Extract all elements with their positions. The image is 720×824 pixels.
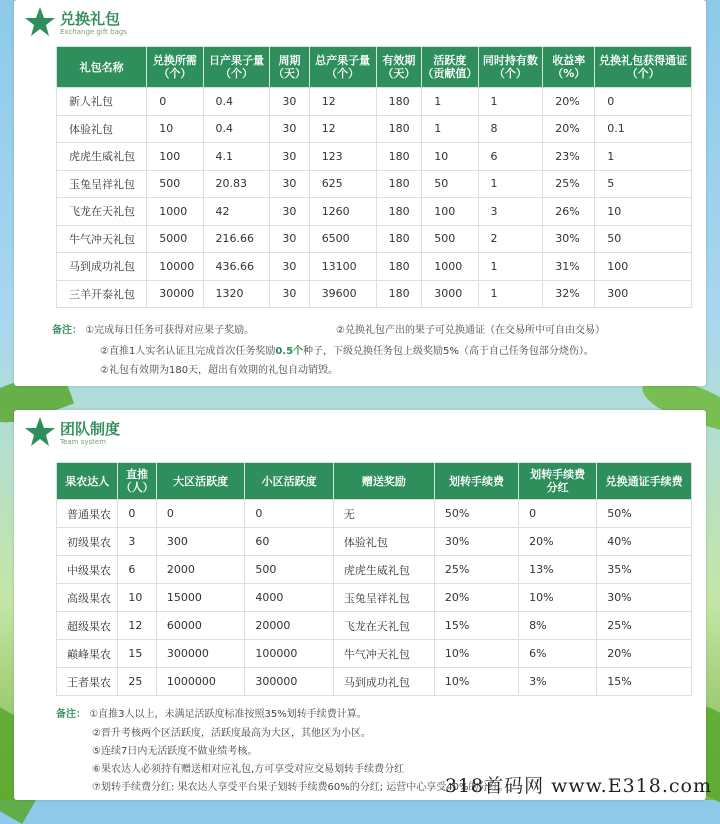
table-cell: 100 bbox=[422, 198, 478, 226]
table-row bbox=[57, 88, 692, 116]
table-cell: 12 bbox=[309, 115, 376, 143]
table-cell: 25 bbox=[118, 668, 157, 696]
column-header: 周期 （天） bbox=[270, 47, 309, 88]
table-row bbox=[57, 528, 692, 556]
column-header: 兑换通证手续费 bbox=[597, 463, 692, 500]
section-subtitle: Exchange gift bags bbox=[60, 28, 127, 36]
table-cell: 500 bbox=[245, 556, 333, 584]
table-cell: 10000 bbox=[147, 253, 203, 281]
table-cell: 6 bbox=[478, 143, 543, 171]
table-cell: 31% bbox=[543, 253, 595, 281]
star-icon bbox=[24, 6, 56, 38]
table-row bbox=[57, 640, 692, 668]
table-cell: 2 bbox=[478, 225, 543, 253]
column-header: 果农达人 bbox=[57, 463, 118, 500]
table-cell: 30 bbox=[270, 280, 309, 308]
column-header: 日产果子量 （个） bbox=[203, 47, 270, 88]
column-header: 同时持有数 （个） bbox=[478, 47, 543, 88]
table-cell: 100 bbox=[595, 253, 692, 281]
table-cell: 马到成功礼包 bbox=[333, 668, 434, 696]
table-cell: 5 bbox=[595, 170, 692, 198]
note-highlight: 0.5个 bbox=[275, 346, 304, 357]
table-cell: 35% bbox=[597, 556, 692, 584]
table-cell: 0 bbox=[595, 88, 692, 116]
table-cell: 15000 bbox=[156, 584, 244, 612]
table-cell: 20% bbox=[543, 115, 595, 143]
table-cell: 25% bbox=[543, 170, 595, 198]
table-cell: 6500 bbox=[309, 225, 376, 253]
table-cell: 30 bbox=[270, 225, 309, 253]
table-cell: 1320 bbox=[203, 280, 270, 308]
note-line: 种子，下级兑换任务包上级奖励5%（高于自己任务包部分烧伤）。 bbox=[303, 346, 594, 357]
table-cell: 0 bbox=[147, 88, 203, 116]
table-cell: 巅峰果农 bbox=[57, 640, 118, 668]
exchange-gift-panel bbox=[14, 0, 706, 386]
table-cell: 100000 bbox=[245, 640, 333, 668]
table-cell: 初级果农 bbox=[57, 528, 118, 556]
table-cell: 216.66 bbox=[203, 225, 270, 253]
column-header: 兑换礼包获得通证 （个） bbox=[595, 47, 692, 88]
table-cell: 180 bbox=[376, 253, 422, 281]
table-row bbox=[57, 170, 692, 198]
table-cell: 1000 bbox=[147, 198, 203, 226]
table-cell: 1 bbox=[595, 143, 692, 171]
table-cell: 1000000 bbox=[156, 668, 244, 696]
note-line: ⑦划转手续费分红: 果农达人享受平台果子划转手续费60%的分红; 运营中心享受40%的分红。 bbox=[92, 782, 509, 793]
table-cell: 新人礼包 bbox=[57, 88, 147, 116]
table-cell: 10% bbox=[434, 640, 518, 668]
table-cell: 25% bbox=[434, 556, 518, 584]
table-cell: 30000 bbox=[147, 280, 203, 308]
table-cell: 20% bbox=[434, 584, 518, 612]
table-cell: 60000 bbox=[156, 612, 244, 640]
table-cell: 30% bbox=[434, 528, 518, 556]
table-cell: 20.83 bbox=[203, 170, 270, 198]
table-cell: 2000 bbox=[156, 556, 244, 584]
section-title: 兑换礼包 bbox=[60, 10, 121, 28]
table-cell: 30% bbox=[543, 225, 595, 253]
table-cell: 180 bbox=[376, 115, 422, 143]
column-header: 划转手续费 bbox=[434, 463, 518, 500]
table-cell: 30 bbox=[270, 115, 309, 143]
table-row bbox=[57, 668, 692, 696]
table-cell: 6 bbox=[118, 556, 157, 584]
table-cell: 0 bbox=[156, 500, 244, 528]
table-cell: 15% bbox=[597, 668, 692, 696]
table-row bbox=[57, 225, 692, 253]
gift-table bbox=[56, 46, 692, 308]
table-cell: 25% bbox=[597, 612, 692, 640]
table-row bbox=[57, 584, 692, 612]
table-cell: 1 bbox=[422, 115, 478, 143]
table-cell: 20000 bbox=[245, 612, 333, 640]
table-cell: 高级果农 bbox=[57, 584, 118, 612]
table-row bbox=[57, 556, 692, 584]
table-cell: 20% bbox=[597, 640, 692, 668]
table-cell: 625 bbox=[309, 170, 376, 198]
table-cell: 13100 bbox=[309, 253, 376, 281]
table-cell: 300 bbox=[156, 528, 244, 556]
table-cell: 123 bbox=[309, 143, 376, 171]
table-cell: 180 bbox=[376, 88, 422, 116]
table-cell: 3 bbox=[478, 198, 543, 226]
table-cell: 0 bbox=[118, 500, 157, 528]
notes-label: 备注： bbox=[52, 325, 82, 336]
table-cell: 4.1 bbox=[203, 143, 270, 171]
table-cell: 3 bbox=[118, 528, 157, 556]
table-row bbox=[57, 612, 692, 640]
table-cell: 玉兔呈祥礼包 bbox=[57, 170, 147, 198]
table-cell: 1260 bbox=[309, 198, 376, 226]
note-line: ⑥果农达人必须持有赠送相对应礼包,方可享受对应交易划转手续费分红 bbox=[92, 764, 405, 775]
table-cell: 436.66 bbox=[203, 253, 270, 281]
table-row bbox=[57, 500, 692, 528]
table-cell: 50 bbox=[595, 225, 692, 253]
column-header: 兑换所需 （个） bbox=[147, 47, 203, 88]
note-line: ②礼包有效期为180天，超出有效期的礼包自动销毁。 bbox=[100, 365, 339, 376]
column-header: 总产果子量 （个） bbox=[309, 47, 376, 88]
table-cell: 10 bbox=[118, 584, 157, 612]
table-row bbox=[57, 115, 692, 143]
table-cell: 30 bbox=[270, 143, 309, 171]
table-row bbox=[57, 280, 692, 308]
table-cell: 50 bbox=[422, 170, 478, 198]
table-cell: 300000 bbox=[156, 640, 244, 668]
note-line: ②兑换礼包产出的果子可兑换通证（在交易所中可自由交易） bbox=[336, 325, 605, 336]
table-cell: 0 bbox=[519, 500, 597, 528]
table-cell: 13% bbox=[519, 556, 597, 584]
table-cell: 180 bbox=[376, 225, 422, 253]
table-cell: 8 bbox=[478, 115, 543, 143]
table-cell: 60 bbox=[245, 528, 333, 556]
note-line: ②晋升考核两个区活跃度，活跃度最高为大区，其他区为小区。 bbox=[92, 728, 371, 739]
table-cell: 飞龙在天礼包 bbox=[57, 198, 147, 226]
column-header: 直推 （人） bbox=[118, 463, 157, 500]
table-cell: 虎虎生威礼包 bbox=[57, 143, 147, 171]
table-cell: 牛气冲天礼包 bbox=[333, 640, 434, 668]
table-cell: 23% bbox=[543, 143, 595, 171]
table-cell: 1 bbox=[478, 88, 543, 116]
table-cell: 15% bbox=[434, 612, 518, 640]
table-cell: 飞龙在天礼包 bbox=[333, 612, 434, 640]
table-cell: 马到成功礼包 bbox=[57, 253, 147, 281]
table-cell: 体验礼包 bbox=[333, 528, 434, 556]
table-cell: 虎虎生威礼包 bbox=[333, 556, 434, 584]
table-cell: 无 bbox=[333, 500, 434, 528]
table-cell: 500 bbox=[147, 170, 203, 198]
table-cell: 100 bbox=[147, 143, 203, 171]
table-cell: 26% bbox=[543, 198, 595, 226]
table-cell: 180 bbox=[376, 170, 422, 198]
notes bbox=[52, 318, 702, 382]
table-cell: 10% bbox=[519, 584, 597, 612]
table-cell: 3000 bbox=[422, 280, 478, 308]
table-cell: 10 bbox=[595, 198, 692, 226]
table-cell: 10 bbox=[147, 115, 203, 143]
table-cell: 玉兔呈祥礼包 bbox=[333, 584, 434, 612]
team-system-panel bbox=[14, 410, 706, 800]
table-cell: 牛气冲天礼包 bbox=[57, 225, 147, 253]
table-cell: 12 bbox=[309, 88, 376, 116]
table-cell: 1 bbox=[478, 170, 543, 198]
table-cell: 1 bbox=[478, 253, 543, 281]
table-cell: 0.1 bbox=[595, 115, 692, 143]
table-cell: 12 bbox=[118, 612, 157, 640]
table-cell: 180 bbox=[376, 143, 422, 171]
table-cell: 300000 bbox=[245, 668, 333, 696]
table-cell: 30 bbox=[270, 253, 309, 281]
column-header: 有效期 （天） bbox=[376, 47, 422, 88]
table-cell: 50% bbox=[434, 500, 518, 528]
table-cell: 39600 bbox=[309, 280, 376, 308]
table-row bbox=[57, 198, 692, 226]
table-cell: 300 bbox=[595, 280, 692, 308]
table-cell: 20% bbox=[519, 528, 597, 556]
column-header: 活跃度 （贡献值） bbox=[422, 47, 478, 88]
table-row bbox=[57, 143, 692, 171]
section-header bbox=[24, 416, 324, 452]
note-line: ②直推1人实名认证且完成首次任务奖励 bbox=[100, 346, 276, 357]
table-cell: 180 bbox=[376, 280, 422, 308]
table-cell: 30 bbox=[270, 170, 309, 198]
note-line: ①完成每日任务可获得对应果子奖励。 bbox=[85, 325, 255, 336]
table-cell: 普通果农 bbox=[57, 500, 118, 528]
star-icon bbox=[24, 416, 56, 448]
column-header: 划转手续费 分红 bbox=[519, 463, 597, 500]
table-cell: 1 bbox=[422, 88, 478, 116]
table-cell: 30% bbox=[597, 584, 692, 612]
table-cell: 中级果农 bbox=[57, 556, 118, 584]
column-header: 礼包名称 bbox=[57, 47, 147, 88]
section-subtitle: Team system bbox=[60, 438, 107, 446]
table-cell: 4000 bbox=[245, 584, 333, 612]
table-cell: 10 bbox=[422, 143, 478, 171]
table-cell: 15 bbox=[118, 640, 157, 668]
section-header bbox=[24, 6, 324, 42]
table-cell: 0 bbox=[245, 500, 333, 528]
table-cell: 180 bbox=[376, 198, 422, 226]
table-cell: 体验礼包 bbox=[57, 115, 147, 143]
table-cell: 6% bbox=[519, 640, 597, 668]
table-cell: 30 bbox=[270, 198, 309, 226]
column-header: 大区活跃度 bbox=[156, 463, 244, 500]
table-cell: 5000 bbox=[147, 225, 203, 253]
table-cell: 42 bbox=[203, 198, 270, 226]
note-line: ⑤连续7日内无活跃度不做业绩考核。 bbox=[92, 746, 258, 757]
table-row bbox=[57, 253, 692, 281]
table-cell: 三羊开泰礼包 bbox=[57, 280, 147, 308]
table-cell: 40% bbox=[597, 528, 692, 556]
note-line: ①直推3人以上，未满足活跃度标准按照35%划转手续费计算。 bbox=[89, 709, 367, 720]
team-table bbox=[56, 462, 692, 696]
notes-label: 备注： bbox=[56, 709, 86, 720]
section-title: 团队制度 bbox=[60, 420, 121, 438]
table-cell: 1000 bbox=[422, 253, 478, 281]
table-cell: 50% bbox=[597, 500, 692, 528]
table-cell: 王者果农 bbox=[57, 668, 118, 696]
table-cell: 3% bbox=[519, 668, 597, 696]
table-cell: 30 bbox=[270, 88, 309, 116]
column-header: 赠送奖励 bbox=[333, 463, 434, 500]
watermark: 318首码网 www.E318.com bbox=[444, 775, 712, 797]
table-cell: 20% bbox=[543, 88, 595, 116]
column-header: 小区活跃度 bbox=[245, 463, 333, 500]
table-cell: 0.4 bbox=[203, 88, 270, 116]
table-cell: 10% bbox=[434, 668, 518, 696]
table-cell: 500 bbox=[422, 225, 478, 253]
table-cell: 0.4 bbox=[203, 115, 270, 143]
table-cell: 8% bbox=[519, 612, 597, 640]
table-cell: 1 bbox=[478, 280, 543, 308]
column-header: 收益率 （%） bbox=[543, 47, 595, 88]
table-cell: 超级果农 bbox=[57, 612, 118, 640]
table-cell: 32% bbox=[543, 280, 595, 308]
